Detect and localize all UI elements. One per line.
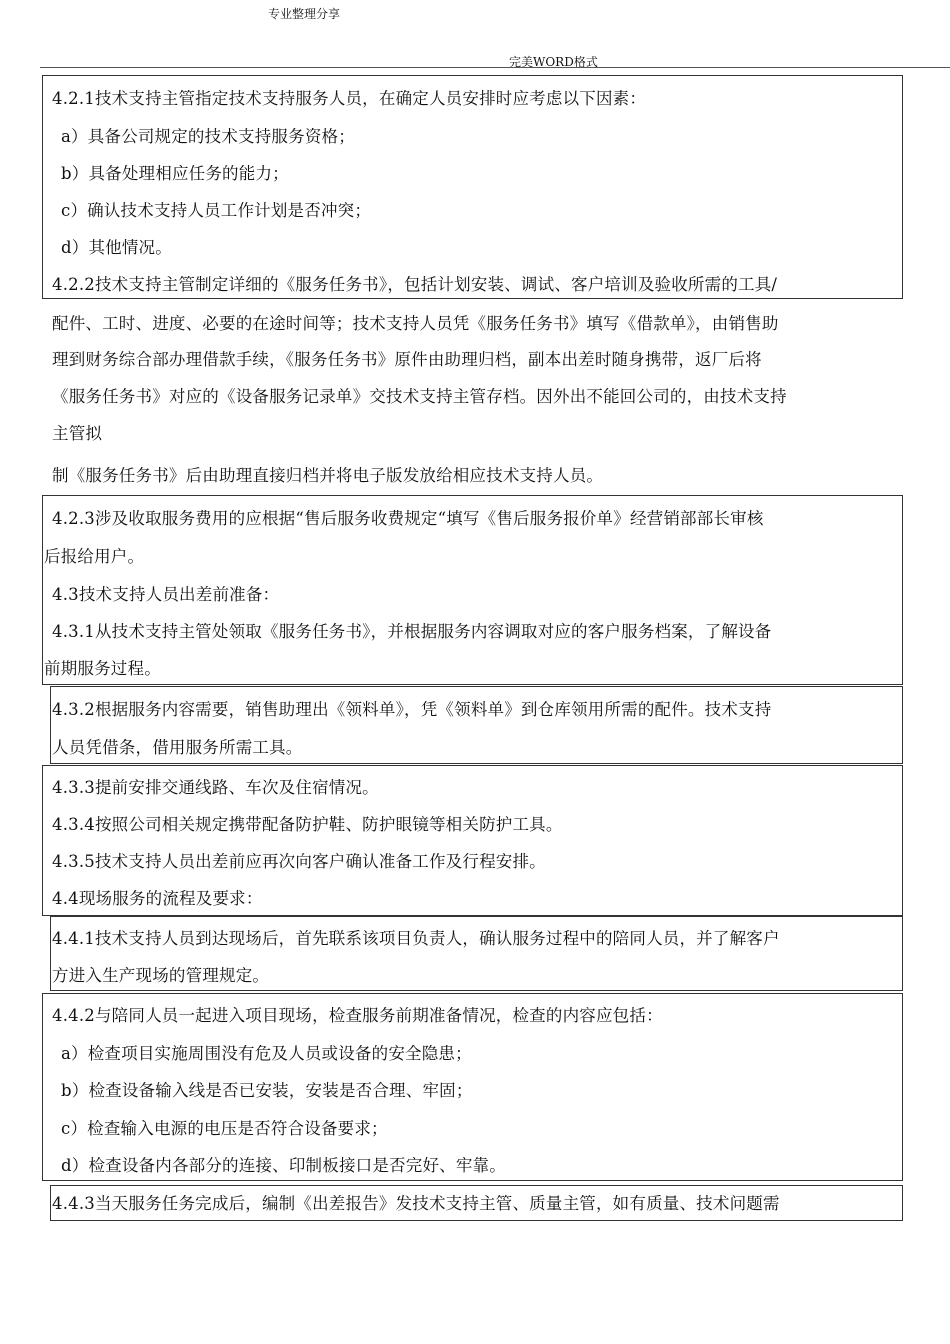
text-line: d）其他情况。 — [61, 238, 172, 257]
text-line: 人员凭借条，借用服务所需工具。 — [52, 738, 303, 757]
text-line: b）检查设备输入线是否已安装，安装是否合理、牢固； — [61, 1081, 473, 1100]
header-rule — [40, 67, 950, 68]
text-line: d）检查设备内各部分的连接、印制板接口是否完好、牢靠。 — [61, 1156, 506, 1175]
header-left-text: 专业整理分享 — [268, 7, 341, 21]
text-line: 4.2.3涉及收取服务费用的应根据“售后服务收费规定“填写《售后服务报价单》经营销部部长审核 — [52, 509, 764, 528]
text-line: c）确认技术支持人员工作计划是否冲突； — [61, 201, 372, 220]
text-line: 主管拟 — [52, 424, 103, 443]
text-line: c）检查输入电源的电压是否符合设备要求； — [61, 1119, 388, 1138]
text-line: 4.2.1技术支持主管指定技术支持服务人员，在确定人员安排时应考虑以下因素： — [52, 89, 647, 108]
text-line: 4.3技术支持人员出差前准备： — [52, 585, 280, 604]
text-line: 4.3.5技术支持人员出差前应再次向客户确认准备工作及行程安排。 — [52, 852, 546, 871]
text-line: 理到财务综合部办理借款手续，《服务任务书》原件由助理归档，副本出差时随身携带，返厂后将 — [52, 350, 762, 369]
text-line: b）具备处理相应任务的能力； — [61, 164, 289, 183]
text-line: 《服务任务书》对应的《设备服务记录单》交技术支持主管存档。因外出不能回公司的，由技术支持 — [52, 387, 787, 406]
text-line: 后报给用户。 — [44, 547, 145, 566]
text-line: 方进入生产现场的管理规定。 — [52, 966, 270, 985]
text-line: 制《服务任务书》后由助理直接归档并将电子版发放给相应技术支持人员。 — [52, 466, 604, 485]
text-line: 4.4.1技术支持人员到达现场后，首先联系该项目负责人，确认服务过程中的陪同人员，并了解客户 — [52, 929, 780, 948]
text-line: 4.3.3提前安排交通线路、车次及住宿情况。 — [52, 778, 379, 797]
text-line: 4.4.2与陪同人员一起进入项目现场，检查服务前期准备情况，检查的内容应包括： — [52, 1006, 663, 1025]
text-line: 4.2.2技术支持主管制定详细的《服务任务书》，包括计划安装、调试、客户培训及验收所需的工具/ — [52, 275, 778, 294]
text-line: 4.3.4按照公司相关规定携带配备防护鞋、防护眼镜等相关防护工具。 — [52, 815, 563, 834]
text-line: 前期服务过程。 — [44, 659, 161, 678]
text-line: 4.4.3当天服务任务完成后，编制《出差报告》发技术支持主管、质量主管，如有质量、技术问题需 — [52, 1194, 780, 1213]
text-line: a）检查项目实施周围没有危及人员或设备的安全隐患； — [61, 1044, 472, 1063]
text-line: 配件、工时、进度、必要的在途时间等；技术支持人员凭《服务任务书》填写《借款单》，由销售助 — [52, 314, 779, 333]
text-line: a）具备公司规定的技术支持服务资格； — [61, 127, 355, 146]
text-line: 4.3.2根据服务内容需要，销售助理出《领料单》，凭《领料单》到仓库领用所需的配件。技术支持 — [52, 700, 772, 719]
header-right-text: 完美WORD格式 — [509, 55, 598, 69]
text-line: 4.4现场服务的流程及要求： — [52, 889, 263, 908]
text-line: 4.3.1从技术支持主管处领取《服务任务书》，并根据服务内容调取对应的客户服务档案，了解设备 — [52, 622, 772, 641]
